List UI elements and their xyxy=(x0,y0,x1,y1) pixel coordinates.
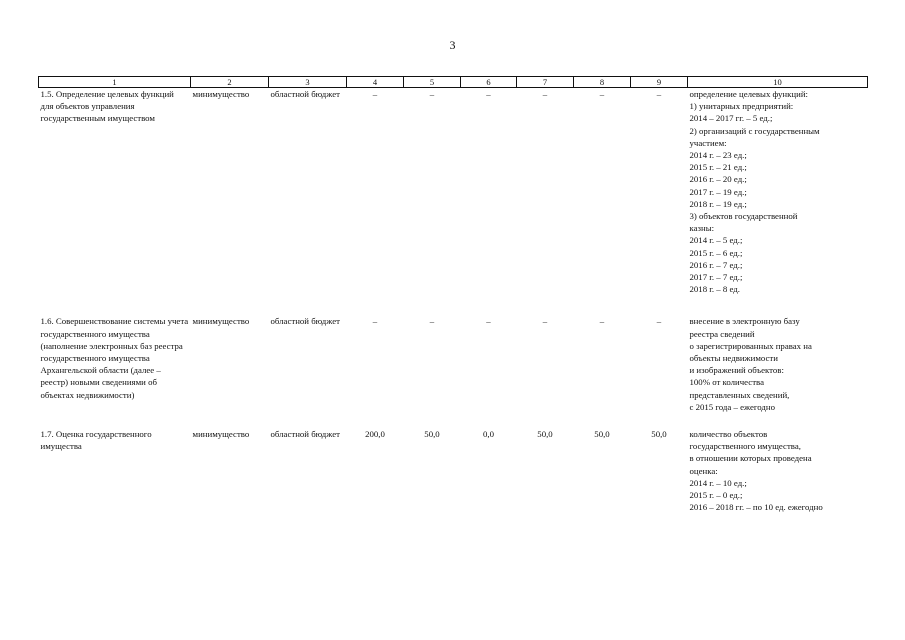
result-line: объекты недвижимости xyxy=(689,353,778,364)
result-line: 2018 г. – 8 ед. xyxy=(689,284,740,295)
result-line: и изображений объектов: xyxy=(689,365,784,376)
value-cell: 50,0 xyxy=(651,429,667,440)
result-line: 2014 г. – 23 ед.; xyxy=(689,150,747,161)
column-number: 6 xyxy=(461,77,517,88)
column-number-row xyxy=(39,77,868,88)
value-cell: – xyxy=(542,89,548,99)
funding-source-cell: областной бюджет xyxy=(270,316,340,327)
executor-cell: минимущество xyxy=(192,89,250,99)
value-cell: – xyxy=(486,89,491,99)
executor-cell: минимущество xyxy=(192,316,250,327)
table-row xyxy=(39,315,868,413)
result-line: 3) объектов государственной xyxy=(689,211,798,222)
executor-cell: минимущество xyxy=(192,429,250,440)
result-line: 2014 г. – 5 ед.; xyxy=(689,235,743,246)
activity-name: 1.6. Совершенствование системы учета государственного имущества (наполнение электронных баз реестра государственного имущества Архангельской области (далее – реестр) новыми сведениями об объектах недвижимости) xyxy=(40,316,189,400)
column-number: 10 xyxy=(688,77,868,88)
column-number: 8 xyxy=(574,77,631,88)
column-number: 2 xyxy=(191,77,269,88)
result-line: государственного имущества, xyxy=(689,441,801,452)
table-row xyxy=(39,428,868,513)
value-cell: – xyxy=(656,89,662,99)
column-number: 3 xyxy=(269,77,347,88)
result-line: 2) организаций с государственным xyxy=(689,125,820,136)
value-cell: 0,0 xyxy=(483,429,494,440)
value-cell: 50,0 xyxy=(537,429,553,440)
column-number: 4 xyxy=(347,77,404,88)
result-line: участием: xyxy=(689,137,727,148)
result-line: реестра сведений xyxy=(689,328,755,339)
row-spacer xyxy=(39,295,868,315)
column-number: 7 xyxy=(517,77,574,88)
result-line: 2014 – 2017 гг. – 5 ед.; xyxy=(689,113,773,124)
value-cell: – xyxy=(656,316,662,327)
result-line: 2016 г. – 7 ед.; xyxy=(689,259,743,270)
value-cell: 200,0 xyxy=(365,429,385,440)
result-line: внесение в электронную базу xyxy=(689,316,800,327)
result-cell xyxy=(688,315,868,413)
result-line: оценка: xyxy=(689,465,718,476)
funding-source-cell: областной бюджет xyxy=(270,429,340,440)
column-number: 9 xyxy=(631,77,688,88)
row-spacer xyxy=(39,413,868,428)
value-cell: – xyxy=(599,316,605,327)
value-cell: – xyxy=(429,89,435,99)
result-line: 100% от количества xyxy=(689,377,764,388)
result-line: в отношении которых проведена xyxy=(689,453,812,464)
table-row xyxy=(39,88,868,296)
result-line: представленных сведений, xyxy=(689,389,790,400)
value-cell: 50,0 xyxy=(594,429,610,440)
result-line: 2014 г. – 10 ед.; xyxy=(689,477,747,488)
result-line: 2018 г. – 19 ед.; xyxy=(689,198,747,209)
result-line: 2017 г. – 19 ед.; xyxy=(689,186,747,197)
result-line: 2017 г. – 7 ед.; xyxy=(689,272,743,283)
value-cell: – xyxy=(599,89,605,99)
result-line: казны: xyxy=(689,223,715,234)
result-cell xyxy=(688,88,868,296)
value-cell: – xyxy=(486,316,491,327)
result-line: о зарегистрированных правах на xyxy=(689,340,812,351)
activity-name: 1.7. Оценка государственного имущества xyxy=(40,429,152,452)
program-table xyxy=(38,76,868,514)
value-cell: – xyxy=(372,316,378,327)
value-cell: – xyxy=(429,316,435,327)
result-line: 2016 – 2018 гг. – по 10 ед. ежегодно xyxy=(689,502,823,513)
page-number: 3 xyxy=(449,38,456,52)
result-line: 1) унитарных предприятий: xyxy=(689,101,794,112)
value-cell: – xyxy=(542,316,548,327)
column-number: 5 xyxy=(404,77,461,88)
result-line: количество объектов xyxy=(689,429,768,440)
result-line: 2015 г. – 21 ед.; xyxy=(689,162,747,173)
result-line: определение целевых функций: xyxy=(689,89,808,99)
column-number: 1 xyxy=(39,77,191,88)
activity-name: 1.5. Определение целевых функций для объектов управления государственным имуществом xyxy=(40,89,174,124)
result-line: 2015 г. – 6 ед.; xyxy=(689,247,743,258)
result-cell xyxy=(688,428,868,513)
funding-source-cell: областной бюджет xyxy=(270,89,340,99)
result-line: 2015 г. – 0 ед.; xyxy=(689,490,743,501)
value-cell: – xyxy=(372,89,378,99)
result-line: с 2015 года – ежегодно xyxy=(689,401,775,412)
result-line: 2016 г. – 20 ед.; xyxy=(689,174,747,185)
value-cell: 50,0 xyxy=(424,429,440,440)
